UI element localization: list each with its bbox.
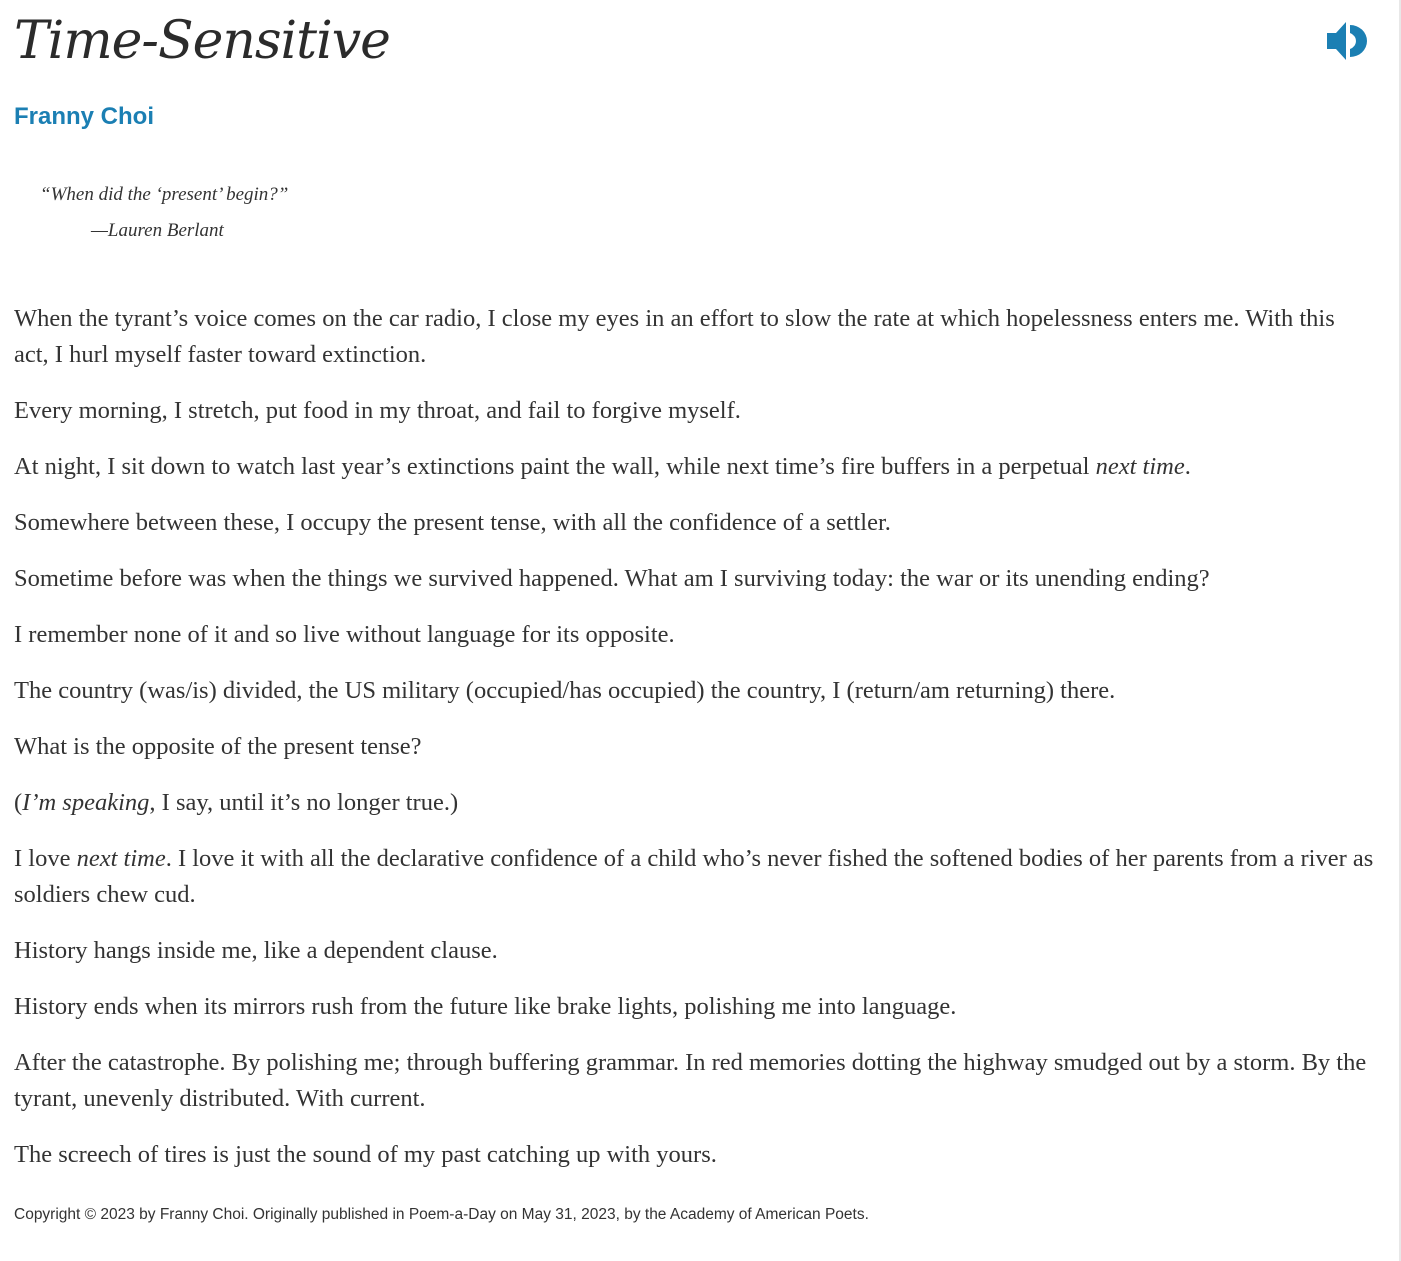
poem-stanza: I remember none of it and so live without language for its opposite. (14, 621, 675, 648)
copyright-notice: Copyright © 2023 by Franny Choi. Originally published in Poem-a-Day on May 31, 2023, by the Academy of American Poets. (14, 1206, 869, 1223)
poem-title: Time-Sensitive (14, 11, 390, 71)
author-link[interactable]: Franny Choi (14, 103, 155, 130)
stanza-emphasis: next time (76, 845, 166, 872)
stanza-text: , I say, until it’s no longer true.) (149, 789, 459, 816)
poem-stanza: Every morning, I stretch, put food in my throat, and fail to forgive myself. (14, 397, 741, 424)
poem-stanza (14, 785, 1374, 821)
audio-play-button[interactable] (1325, 19, 1369, 63)
poem-stanza: After the catastrophe. By polishing me; through buffering grammar. In red memories dotting the highway smudged out by a storm. By the tyrant, unevenly distributed. With current. (14, 1049, 1367, 1112)
epigraph-source: —Lauren Berlant (91, 220, 224, 241)
poem-stanza (14, 449, 1374, 485)
poem-stanza: When the tyrant’s voice comes on the car radio, I close my eyes in an effort to slow the rate at which hopelessness enters me. With this act, I hurl myself faster toward extinction. (14, 305, 1335, 368)
stanza-text: ( (14, 789, 23, 816)
stanza-emphasis: I’m speaking (22, 789, 150, 816)
poem-stanza: Somewhere between these, I occupy the present tense, with all the confidence of a settler. (14, 509, 891, 536)
epigraph (40, 181, 288, 245)
poem-stanza: The country (was/is) divided, the US military (occupied/has occupied) the country, I (return/am returning) there. (14, 677, 1116, 704)
poem-stanza (14, 841, 1374, 913)
poem-page (14, 0, 1374, 1223)
stanza-text: I love (14, 845, 77, 872)
stanza-emphasis: next time (1095, 453, 1185, 480)
poem-stanza: Sometime before was when the things we survived happened. What am I surviving today: the war or its unending ending? (14, 565, 1210, 592)
stanza-text: . (1184, 453, 1191, 480)
title-row (14, 0, 1374, 80)
epigraph-quote: “When did the ‘present’ begin?” (40, 184, 289, 205)
poem-body (14, 301, 1374, 1193)
stanza-text: At night, I sit down to watch last year’s extinctions paint the wall, while next time’s fire buffers in a perpetual (14, 453, 1096, 480)
speaker-audio-icon (1325, 19, 1369, 63)
poem-stanza: What is the opposite of the present tense? (14, 733, 422, 760)
poem-stanza: The screech of tires is just the sound of my past catching up with yours. (14, 1141, 717, 1168)
poem-stanza: History hangs inside me, like a dependent clause. (14, 937, 498, 964)
poem-stanza: History ends when its mirrors rush from the future like brake lights, polishing me into language. (14, 993, 957, 1020)
stanza-text: . I love it with all the declarative confidence of a child who’s never fished the softened bodies of her parents from a river as soldiers chew cud. (14, 845, 1374, 908)
